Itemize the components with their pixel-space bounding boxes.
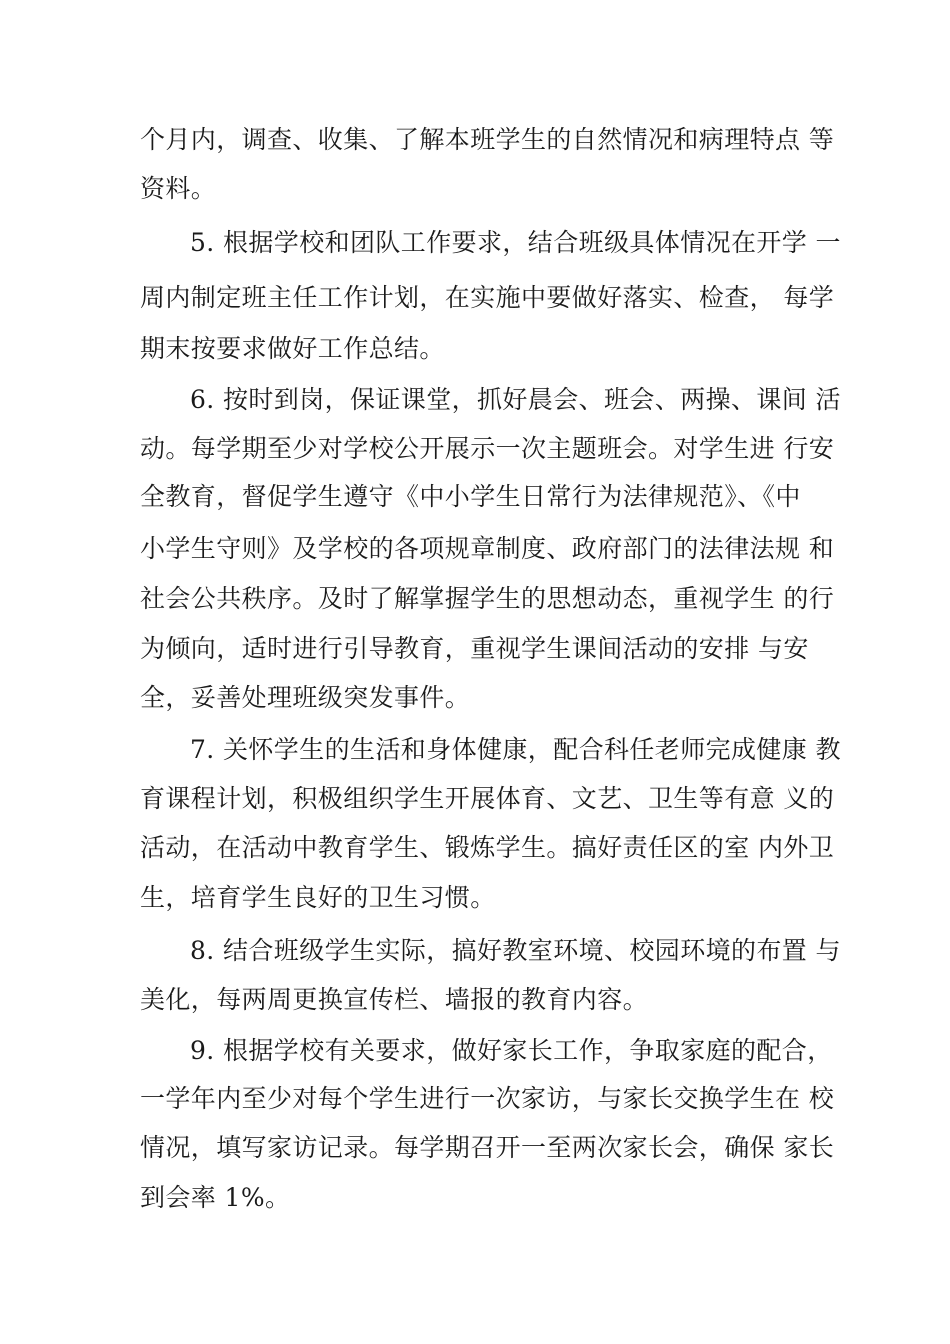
- text-line: 个月内，调查、收集、了解本班学生的自然情况和病理特点 等: [140, 125, 835, 154]
- text-line: 全教育，督促学生遵守《中小学生日常行为法律规范》、《中: [140, 482, 801, 511]
- text-line: 生，培育学生良好的卫生习惯。: [140, 883, 496, 912]
- paragraph-8-line: 8. 结合班级学生实际，搞好教室环境、校园环境的布置 与: [190, 936, 841, 965]
- text-line: 社会公共秩序。及时了解掌握学生的思想动态，重视学生 的行: [140, 584, 835, 613]
- paragraph-6-line: 6. 按时到岗，保证课堂，抓好晨会、班会、两操、课间 活: [190, 385, 841, 414]
- text-line: 情况，填写家访记录。每学期召开一至两次家长会，确保 家长: [140, 1133, 835, 1162]
- paragraph-9-line: 9. 根据学校有关要求，做好家长工作，争取家庭的配合，: [190, 1036, 833, 1065]
- text-line: 周内制定班主任工作计划，在实施中要做好落实、检查， 每学: [140, 283, 835, 312]
- text-line: 活动，在活动中教育学生、锻炼学生。搞好责任区的室 内外卫: [140, 833, 835, 862]
- text-line: 期末按要求做好工作总结。: [140, 334, 445, 363]
- text-line: 动。每学期至少对学校公开展示一次主题班会。对学生进 行安: [140, 434, 835, 463]
- text-line: 为倾向，适时进行引导教育，重视学生课间活动的安排 与安: [140, 634, 809, 663]
- paragraph-7-line: 7. 关怀学生的生活和身体健康，配合科任老师完成健康 教: [190, 735, 841, 764]
- paragraph-5-line: 5. 根据学校和团队工作要求，结合班级具体情况在开学 一: [190, 228, 841, 257]
- text-line: 全，妥善处理班级突发事件。: [140, 683, 471, 712]
- text-line: 一学年内至少对每个学生进行一次家访，与家长交换学生在 校: [140, 1084, 835, 1113]
- text-line: 资料。: [140, 174, 217, 203]
- text-line: 美化，每两周更换宣传栏、墙报的教育内容。: [140, 985, 649, 1014]
- text-line: 小学生守则》及学校的各项规章制度、政府部门的法律法规 和: [140, 534, 835, 563]
- text-line: 到会率 1%。: [140, 1183, 291, 1212]
- text-line: 育课程计划，积极组织学生开展体育、文艺、卫生等有意 义的: [140, 784, 835, 813]
